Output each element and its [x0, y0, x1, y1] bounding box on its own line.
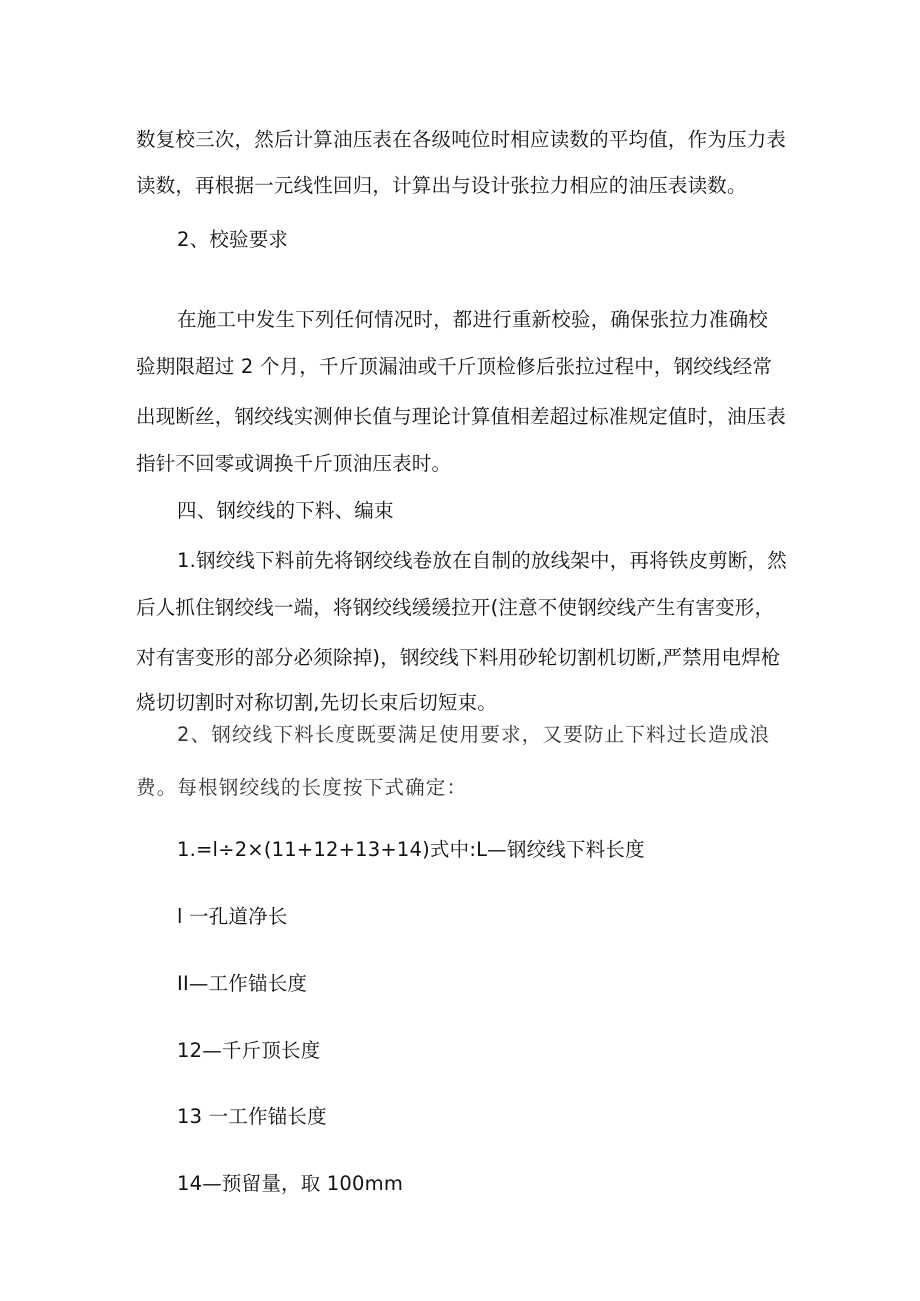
paragraph-cutting-2-line-2: 费。每根钢绞线的长度按下式确定：	[136, 776, 468, 799]
definition-item: 13 一工作锚长度	[177, 1105, 327, 1128]
definition-item: II—工作锚长度	[177, 972, 308, 995]
paragraph-calibration-line-2: 验期限超过 2 个月，千斤顶漏油或千斤顶检修后张拉过程中，钢绞线经常	[136, 355, 773, 378]
definition-item: 12—千斤顶长度	[177, 1039, 321, 1062]
paragraph-cutting-1-line-2: 后人抓住钢绞线一端，将钢绞线缓缓拉开(注意不使钢绞线产生有害变形，	[136, 596, 775, 619]
paragraph-cutting-1-line-4: 烧切切割时对称切割,先切长束后切短束。	[136, 691, 497, 714]
definition-item: l 一孔道净长	[177, 905, 288, 928]
formula-line: 1.=l÷2×(11+12+13+14)式中:L—钢绞线下料长度	[177, 838, 645, 861]
paragraph-intro-line-1: 数复校三次，然后计算油压表在各级吨位时相应读数的平均值，作为压力表	[136, 128, 787, 151]
definition-item: 14—预留量，取 100mm	[177, 1172, 404, 1195]
paragraph-cutting-1-line-1: 1.钢绞线下料前先将钢绞线卷放在自制的放线架中，再将铁皮剪断，然	[177, 549, 788, 572]
heading-calibration-requirements: 2、校验要求	[177, 228, 289, 251]
paragraph-calibration-line-3: 出现断丝，钢绞线实测伸长值与理论计算值相差超过标准规定值时，油压表	[136, 405, 787, 428]
paragraph-calibration-line-1: 在施工中发生下列任何情况时，都进行重新校验，确保张拉力准确校	[177, 308, 769, 331]
heading-strand-cutting: 四、钢绞线的下料、编束	[177, 499, 394, 522]
paragraph-cutting-1-line-3: 对有害变形的部分必须除掉)，钢绞线下料用砂轮切割机切断,严禁用电焊枪	[136, 646, 781, 669]
paragraph-cutting-2-line-1: 2、钢绞线下料长度既要满足使用要求，又要防止下料过长造成浪	[177, 723, 771, 746]
paragraph-calibration-line-4: 指针不回零或调换千斤顶油压表时。	[136, 452, 452, 475]
paragraph-intro-line-2: 读数，再根据一元线性回归，计算出与设计张拉力相应的油压表读数。	[136, 174, 747, 197]
